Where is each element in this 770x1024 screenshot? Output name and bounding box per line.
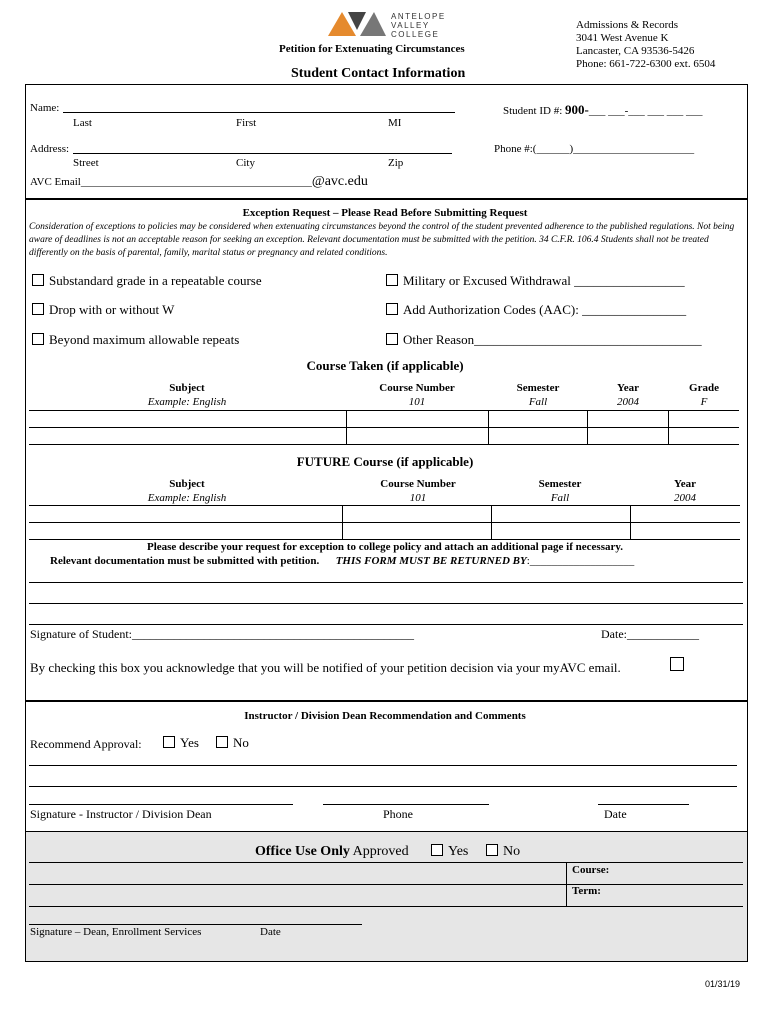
checkbox-icon[interactable]	[386, 333, 398, 345]
table-row[interactable]	[29, 522, 740, 523]
acknowledge-checkbox[interactable]	[670, 657, 689, 675]
comment-line[interactable]	[29, 603, 743, 604]
comment-line[interactable]	[29, 624, 743, 625]
phone-field[interactable]: Phone #:(______)______________________	[494, 143, 695, 155]
office-line[interactable]	[29, 884, 743, 885]
dean-signature-caption: Signature – Dean, Enrollment Services	[30, 926, 202, 938]
table-row[interactable]	[29, 427, 739, 428]
future-course-title: FUTURE Course (if applicable)	[296, 454, 474, 469]
option-military-withdrawal[interactable]: Military or Excused Withdrawal _________________	[386, 273, 685, 289]
last-caption: Last	[73, 117, 92, 129]
recommend-yes[interactable]: Yes	[163, 735, 199, 751]
table-divider	[346, 410, 347, 444]
student-date-field[interactable]: Date:____________	[601, 627, 699, 641]
option-max-repeats[interactable]: Beyond maximum allowable repeats	[32, 332, 239, 348]
instructor-signature-caption: Signature - Instructor / Division Dean	[30, 807, 212, 821]
recommend-no[interactable]: No	[216, 735, 249, 751]
first-caption: First	[236, 117, 257, 129]
office-course-label: Course:	[572, 864, 610, 876]
dean-signature-line[interactable]	[29, 924, 362, 925]
office-use-approval: Office Use Only Approved	[255, 844, 409, 859]
table-rule	[29, 410, 739, 411]
checkbox-icon[interactable]	[216, 736, 228, 748]
student-id-field[interactable]: Student ID #: 900-___ ___-___ ___ ___ ___	[503, 102, 703, 117]
city-caption: City	[236, 157, 255, 169]
address-field[interactable]	[73, 153, 452, 154]
office-term-label: Term:	[572, 885, 601, 897]
checkbox-icon[interactable]	[163, 736, 175, 748]
option-add-authorization[interactable]: Add Authorization Codes (AAC): ________________	[386, 302, 686, 318]
comment-line[interactable]	[29, 582, 743, 583]
checkbox-icon[interactable]	[32, 333, 44, 345]
mi-caption: MI	[388, 117, 402, 129]
table-divider	[488, 410, 489, 444]
office-address: Admissions & Records 3041 West Avenue K Lancaster, CA 93536-5426 Phone: 661-722-6300 ext. 6504	[576, 19, 716, 70]
instructor-date-caption: Date	[604, 807, 627, 821]
course-taken-header-subject: Subject Example: English	[147, 382, 227, 408]
checkbox-icon[interactable]	[486, 844, 498, 856]
exception-body: Consideration of exceptions to policies may be considered when extenuating circumstances beyond the control of the student prevented adherence to the published regulations. Not being aware of deadlines is not an acceptable reason for seeking an exception. Relevant documentation must be submitted with the petition. 34 C.F.R. 106.4 Students shall not be treated differently on the basis of parental, family, marital status or pregnancy and related conditions.	[29, 222, 735, 258]
name-field[interactable]	[63, 112, 455, 113]
instructor-date-line[interactable]	[598, 804, 689, 805]
checkbox-icon[interactable]	[386, 303, 398, 315]
course-taken-title: Course Taken (if applicable)	[306, 358, 464, 373]
checkbox-icon[interactable]	[32, 274, 44, 286]
instructor-title: Instructor / Division Dean Recommendation and Comments	[244, 710, 526, 722]
future-header-year: Year 2004	[674, 478, 696, 504]
checkbox-icon[interactable]	[431, 844, 443, 856]
course-taken-header-grade: Grade F	[689, 382, 719, 408]
contact-section-title: Student Contact Information	[291, 66, 466, 81]
future-header-subject: Subject Example: English	[147, 478, 227, 504]
office-yes[interactable]: Yes	[431, 844, 468, 860]
comment-line[interactable]	[29, 786, 737, 787]
college-logo-icon	[326, 10, 388, 38]
course-taken-header-year: Year 2004	[617, 382, 639, 408]
name-label: Name:	[30, 102, 60, 114]
acknowledge-text: By checking this box you acknowledge that you will be notified of your petition decision via your myAVC email.	[30, 660, 621, 675]
checkbox-icon[interactable]	[670, 657, 684, 671]
recommend-label: Recommend Approval:	[30, 737, 142, 751]
instructor-phone-line[interactable]	[323, 804, 489, 805]
comment-line[interactable]	[29, 765, 737, 766]
avc-email-field[interactable]: AVC Email__________________________________________@avc.edu	[30, 174, 368, 189]
office-line[interactable]	[29, 862, 743, 863]
zip-caption: Zip	[388, 157, 404, 169]
course-taken-header-semester: Semester Fall	[516, 382, 560, 408]
table-divider	[587, 410, 588, 444]
address-label: Address:	[30, 143, 70, 155]
future-header-number: Course Number 101	[380, 478, 456, 504]
office-no[interactable]: No	[486, 844, 520, 860]
office-line[interactable]	[29, 906, 743, 907]
instructor-signature-line[interactable]	[29, 804, 293, 805]
street-caption: Street	[73, 157, 99, 169]
course-taken-header-number: Course Number 101	[379, 382, 455, 408]
form-version: 01/31/19	[705, 979, 741, 989]
checkbox-icon[interactable]	[386, 274, 398, 286]
checkbox-icon[interactable]	[32, 303, 44, 315]
student-signature-field[interactable]: Signature of Student:_______________________________________________	[30, 627, 414, 641]
table-divider	[630, 505, 631, 539]
option-substandard-grade[interactable]: Substandard grade in a repeatable course	[32, 273, 262, 289]
table-row[interactable]	[29, 539, 740, 540]
table-rule	[29, 505, 740, 506]
future-header-semester: Semester Fall	[538, 478, 582, 504]
office-divider	[566, 862, 567, 906]
table-divider	[342, 505, 343, 539]
form-title: Petition for Extenuating Circumstances	[279, 43, 465, 55]
option-other-reason[interactable]: Other Reason___________________________________	[386, 332, 702, 348]
table-divider	[491, 505, 492, 539]
return-by-field[interactable]: Relevant documentation must be submitted with petition. THIS FORM MUST BE RETURNED BY:___________________	[50, 555, 635, 567]
option-drop[interactable]: Drop with or without W	[32, 302, 174, 318]
college-logo-text: ANTELOPE VALLEY COLLEGE	[391, 12, 446, 39]
exception-title: Exception Request – Please Read Before Submitting Request	[242, 207, 528, 219]
instructor-phone-caption: Phone	[383, 807, 413, 821]
dean-date-caption: Date	[260, 926, 281, 938]
table-divider	[668, 410, 669, 444]
describe-instruction: Please describe your request for exception to college policy and attach an additional page if necessary.	[146, 541, 624, 553]
table-row[interactable]	[29, 444, 739, 445]
